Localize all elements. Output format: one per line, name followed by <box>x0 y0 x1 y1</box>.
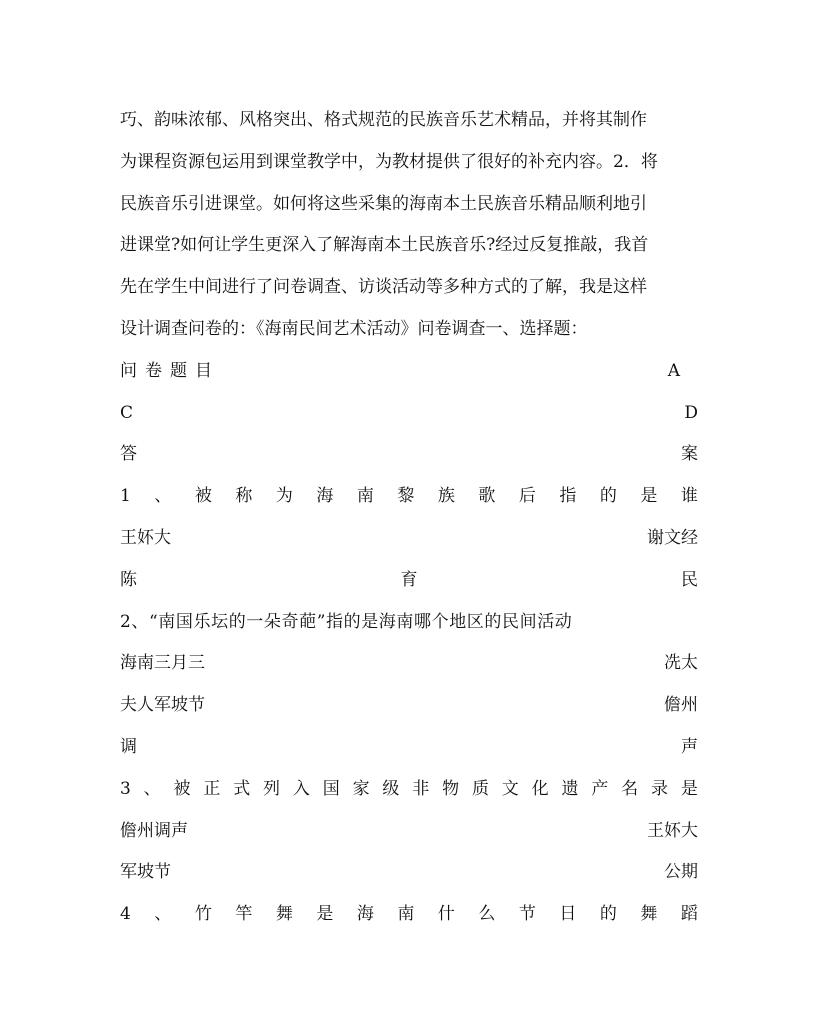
question-options-row <box>120 811 698 853</box>
question-char: 舞 <box>275 904 293 925</box>
question-char: 南 <box>356 486 374 507</box>
question-options-row <box>120 560 698 602</box>
question-char: 级 <box>382 778 400 799</box>
question-options-row <box>120 685 698 727</box>
option-c: 夫人军坡节 <box>120 695 205 716</box>
table-header-row <box>120 434 698 476</box>
question-options-row <box>120 518 698 560</box>
question-char: 家 <box>352 778 370 799</box>
question-char: 式 <box>233 778 251 799</box>
option-c: 陈 <box>120 569 137 590</box>
option-c-label: C <box>120 402 134 423</box>
document-page <box>120 100 698 936</box>
question-char: 为 <box>275 486 293 507</box>
question-char: 被 <box>194 486 212 507</box>
option-d: 声 <box>681 736 698 757</box>
paragraph-line: 巧、韵味浓郁、风格突出、格式规范的民族音乐艺术精品，并将其制作 <box>120 110 647 130</box>
question-char: 产 <box>591 778 609 799</box>
option-c: 军坡节 <box>120 862 171 883</box>
question-char: 化 <box>531 778 549 799</box>
question-char: 非 <box>412 778 430 799</box>
question-char: 文 <box>501 778 519 799</box>
question-text <box>120 894 698 936</box>
question-char: 称 <box>235 486 253 507</box>
paragraph-line: 先在学生中间进行了问卷调查、访谈活动等多种方式的了解，我是这样 <box>120 277 647 298</box>
option-c: 儋州 <box>664 695 698 716</box>
paragraph-line: 进课堂?如何让学生更深入了解海南本土民族音乐?经过反复推敲，我首 <box>120 235 649 256</box>
table-header-row <box>120 351 698 393</box>
question-char: 海 <box>356 904 374 925</box>
question-char: 南 <box>397 904 415 925</box>
question-char: 的 <box>599 904 617 925</box>
option-a: 海南三月三 <box>120 653 205 674</box>
question-char: 、 <box>143 778 161 799</box>
question-char: 、 <box>154 904 172 925</box>
question-options-row <box>120 727 698 769</box>
question-char: 是 <box>640 486 658 507</box>
paragraph-line: 民族音乐引进课堂。如何将这些采集的海南本土民族音乐精品顺利地引 <box>120 193 647 214</box>
question-char: 族 <box>437 486 455 507</box>
paragraph-line: 设计调查问卷的：《海南民间艺术活动》问卷调查一、选择题： <box>120 318 588 339</box>
question-char: 什 <box>437 904 455 925</box>
option-b: 谢文经 <box>647 527 698 548</box>
option-c: 育 <box>400 569 418 590</box>
question-char: 国 <box>322 778 340 799</box>
question-char: 3 <box>120 778 131 799</box>
question-char: 遗 <box>561 778 579 799</box>
option-a-label: A <box>667 360 680 381</box>
question-char: 列 <box>263 778 281 799</box>
option-a: 儋州调声 <box>120 820 188 841</box>
option-d: 民 <box>681 569 698 590</box>
question-char: 录 <box>651 778 669 799</box>
answer-label-left: 答 <box>120 444 137 465</box>
question-char: 是 <box>680 778 698 799</box>
question-options-row <box>120 852 698 894</box>
option-a: 王妚大 <box>120 527 171 548</box>
question-char: 名 <box>621 778 639 799</box>
question-char: 质 <box>471 778 489 799</box>
question-char: 物 <box>442 778 460 799</box>
option-d: 公期 <box>664 862 698 883</box>
question-char: 正 <box>203 778 221 799</box>
question-char: 入 <box>292 778 310 799</box>
question-char: 、 <box>154 486 172 507</box>
question-char: 的 <box>599 486 617 507</box>
option-d-label: D <box>684 402 698 423</box>
question-char: 1 <box>120 486 131 507</box>
question-text: 2、“南国乐坛的一朵奇葩”指的是海南哪个地区的民间活动 <box>120 611 573 632</box>
question-char: 歌 <box>478 486 496 507</box>
question-char: 谁 <box>680 486 698 507</box>
answer-label-right: 案 <box>681 444 698 465</box>
paragraph-line: 为课程资源包运用到课堂教学中，为教材提供了很好的补充内容。2．将 <box>120 151 658 172</box>
question-options-row <box>120 643 698 685</box>
question-char: 是 <box>316 904 334 925</box>
question-char: 黎 <box>397 486 415 507</box>
question-char: 么 <box>478 904 496 925</box>
question-char: 竿 <box>235 904 253 925</box>
question-text <box>120 476 698 518</box>
question-char: 竹 <box>194 904 212 925</box>
question-char: 节 <box>518 904 536 925</box>
question-char: 指 <box>559 486 577 507</box>
question-char: 蹈 <box>680 904 698 925</box>
question-char: 后 <box>518 486 536 507</box>
question-char: 被 <box>173 778 191 799</box>
question-column-label: 问卷题目 <box>120 360 220 381</box>
question-char: 日 <box>559 904 577 925</box>
question-char: 海 <box>316 486 334 507</box>
question-char: 舞 <box>640 904 658 925</box>
option-b: 王妚大 <box>647 820 698 841</box>
option-d: 调 <box>120 736 137 757</box>
question-char: 4 <box>120 904 131 925</box>
table-header-row <box>120 393 698 435</box>
option-b: 冼太 <box>664 653 698 674</box>
question-text <box>120 769 698 811</box>
